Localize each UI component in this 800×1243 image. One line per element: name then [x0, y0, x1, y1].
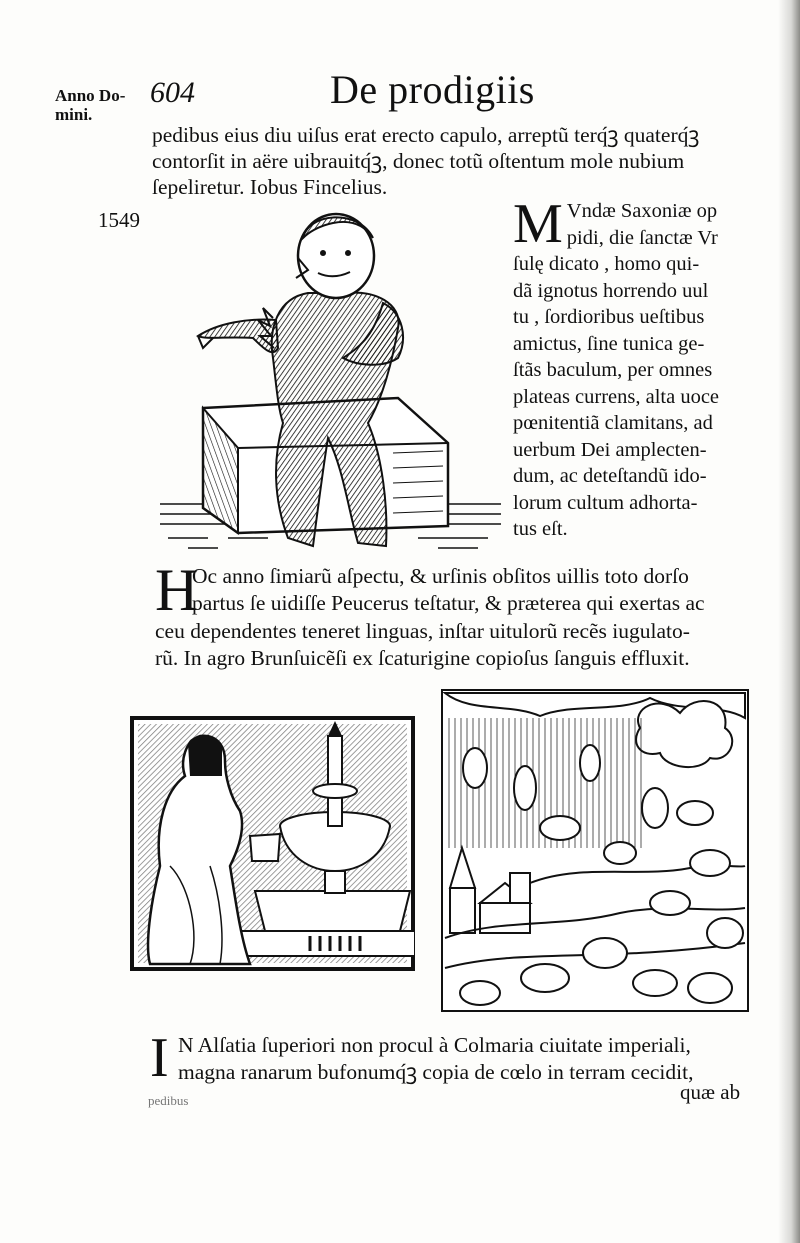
anno-line-2: mini. [55, 105, 93, 124]
right-line-5: tu , ſordioribus ueſtibus [513, 306, 705, 328]
right-line-9: pœnitentiã clamitans, ad [513, 412, 713, 434]
show-through-text: pedibus [148, 1093, 189, 1108]
right-line-8: plateas currens, alta uoce [513, 385, 720, 408]
right-line-12: lorum cultum adhorta- [513, 491, 698, 514]
anno-domini-marker [55, 86, 125, 124]
opening-line-2: contorſit in aëre uibrauitq́ꝫ, donec totũ oſtentum mole nubium [152, 149, 685, 173]
para3-line-2: magna ranarum bufonumq́ꝫ copia de cœlo in terram cecidit, [178, 1060, 694, 1084]
anno-line-1: Anno Do- [55, 86, 126, 105]
right-line-4: dã ignotus horrendo uul [513, 279, 709, 302]
opening-line-1: pedibus eius diu uiſus erat erecto capulo, arreptũ terq́ꝫ quaterq́ꝫ [152, 123, 700, 147]
hairy-man-woodcut-icon [158, 208, 503, 556]
dropcap-m: M [513, 193, 563, 255]
para2-line-4: rũ. In agro Brunſuicẽſi ex ſcaturigine copioſus ſanguis effluxit. [155, 646, 690, 670]
right-line-10: uerbum Dei amplecten- [513, 438, 707, 461]
right-line-1: Vndæ Saxoniæ op [566, 200, 718, 222]
dropcap-h: H [155, 557, 199, 623]
right-column-text [513, 193, 773, 543]
dropcap-i: I [150, 1027, 169, 1089]
fountain-woodcut-icon [130, 716, 415, 971]
right-line-7: ſtãs baculum, per omnes [513, 359, 713, 381]
para3-line-1: N Alſatia ſuperiori non procul à Colmaria ciuitate imperiali, [178, 1033, 691, 1057]
para2-line-2: partus ſe uidiſſe Peucerus teſtatur, & præterea qui exertas ac [192, 591, 705, 615]
page-number: 604 [150, 76, 195, 109]
para2-line-3: ceu dependentes teneret linguas, inſtar uitulorũ recẽs iugulato- [155, 619, 690, 643]
right-line-11: dum, ac deteſtandũ ido- [513, 465, 707, 487]
para2-line-1: Oc anno ſimiarũ aſpectu, & urſinis obſitos uillis toto dorſo [192, 564, 689, 588]
page-edge [778, 0, 800, 1243]
opening-line-3: ſepeliretur. Iobus Fincelius. [152, 175, 388, 199]
year-marker: 1549 [98, 208, 140, 232]
catchword: quæ ab [680, 1080, 741, 1104]
frog-rain-woodcut-icon [440, 688, 750, 1013]
right-line-6: amictus, ſine tunica ge- [513, 332, 705, 355]
right-line-13: tus eſt. [513, 518, 568, 540]
running-title: De prodigiis [330, 67, 535, 112]
right-line-3: ſulę dicato , homo qui- [513, 253, 700, 275]
right-line-2: pidi, die ſanctæ Vr [566, 226, 718, 249]
